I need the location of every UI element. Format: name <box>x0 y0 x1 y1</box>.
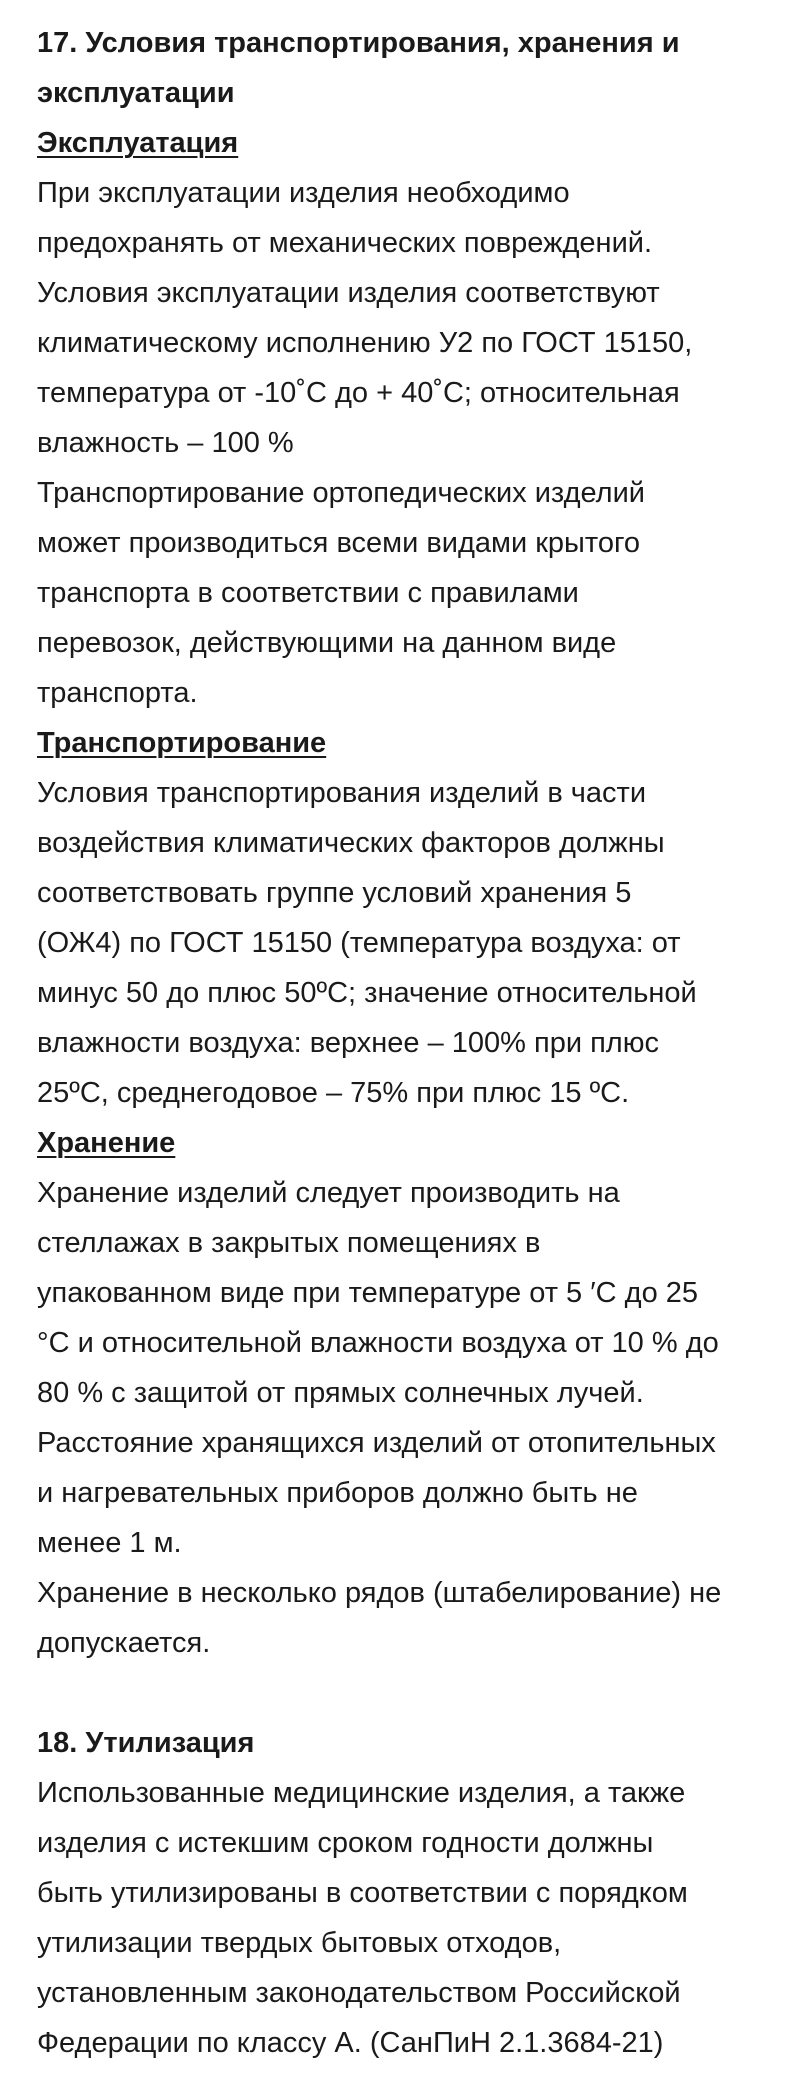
document-page <box>37 18 777 2068</box>
operation-paragraph <box>37 168 777 718</box>
storage-paragraph <box>37 1168 777 1668</box>
text-line: перевозок, действующими на данном виде <box>37 627 617 659</box>
text-line: утилизации твердых бытовых отходов, <box>37 1927 562 1959</box>
text-line: Федерации по классу А. (СанПиН 2.1.3684-21) <box>37 2027 664 2059</box>
section-17-title-line-1: 17. Условия транспортирования, хранения и <box>37 27 680 59</box>
text-line: и нагревательных приборов должно быть не <box>37 1477 638 1509</box>
text-line: воздействия климатических факторов должны <box>37 827 665 859</box>
text-line: стеллажах в закрытых помещениях в <box>37 1227 541 1259</box>
text-line: Условия транспортирования изделий в части <box>37 777 647 809</box>
text-line: упакованном виде при температуре от 5 ′С до 25 <box>37 1277 699 1309</box>
section-spacer <box>37 1668 777 1718</box>
text-line: Условия эксплуатации изделия соответствуют <box>37 277 660 309</box>
text-line: влажности воздуха: верхнее – 100% при плюс <box>37 1027 659 1059</box>
text-line: Транспортирование ортопедических изделий <box>37 477 645 509</box>
text-line: климатическому исполнению У2 по ГОСТ 15150, <box>37 327 693 359</box>
text-line: быть утилизированы в соответствии с порядком <box>37 1877 688 1909</box>
text-line: °С и относительной влажности воздуха от 10 % до <box>37 1327 719 1359</box>
text-line: температура от -10˚С до + 40˚С; относительная <box>37 377 680 409</box>
text-line: предохранять от механических повреждений. <box>37 227 653 259</box>
text-line: может производиться всеми видами крытого <box>37 527 641 559</box>
text-line: соответствовать группе условий хранения 5 <box>37 877 632 909</box>
text-line: менее 1 м. <box>37 1527 182 1559</box>
text-line: влажность – 100 % <box>37 427 294 459</box>
text-line: 80 % с защитой от прямых солнечных лучей. <box>37 1377 644 1409</box>
text-line: транспорта. <box>37 677 198 709</box>
transport-heading: Транспортирование <box>37 727 327 759</box>
section-17-title-line-2: эксплуатации <box>37 77 235 109</box>
text-line: Хранение изделий следует производить на <box>37 1177 620 1209</box>
text-line: допускается. <box>37 1627 211 1659</box>
text-line: Использованные медицинские изделия, а также <box>37 1777 686 1809</box>
text-line: транспорта в соответствии с правилами <box>37 577 579 609</box>
text-line: Расстояние хранящихся изделий от отопительных <box>37 1427 716 1459</box>
text-line: установленным законодательством Российской <box>37 1977 681 2009</box>
text-line: минус 50 до плюс 50ºС; значение относительной <box>37 977 697 1009</box>
text-line: изделия с истекшим сроком годности должны <box>37 1827 654 1859</box>
storage-heading: Хранение <box>37 1127 176 1159</box>
text-line: При эксплуатации изделия необходимо <box>37 177 570 209</box>
section-disposal <box>37 1718 777 2068</box>
text-line: (ОЖ4) по ГОСТ 15150 (температура воздуха: от <box>37 927 681 959</box>
section-storage-conditions <box>37 18 777 1668</box>
disposal-paragraph <box>37 1768 777 2068</box>
text-line: 25ºС, среднегодовое – 75% при плюс 15 ºС. <box>37 1077 630 1109</box>
text-line: Хранение в несколько рядов (штабелирование) не <box>37 1577 722 1609</box>
transport-paragraph <box>37 768 777 1118</box>
operation-heading: Эксплуатация <box>37 127 239 159</box>
section-18-title: 18. Утилизация <box>37 1727 255 1759</box>
